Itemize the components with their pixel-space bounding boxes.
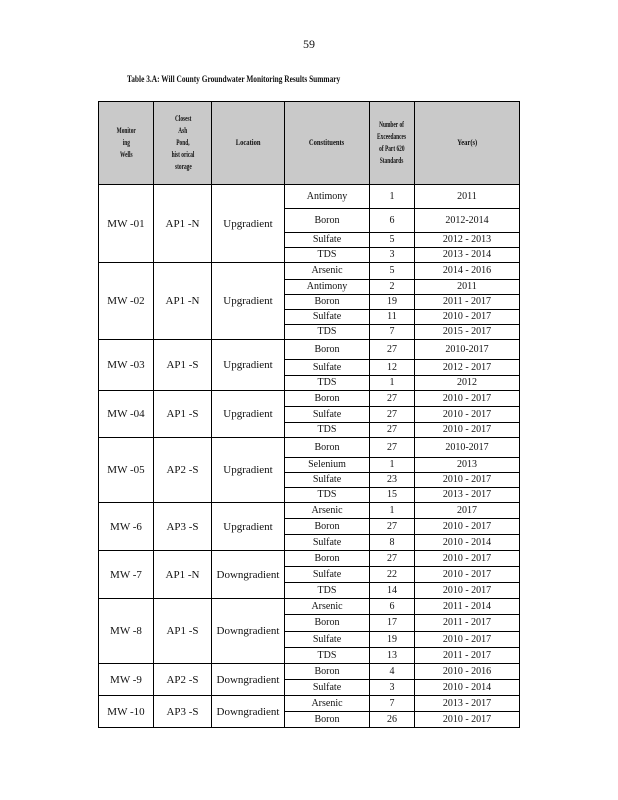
well-id: MW -7 bbox=[99, 551, 154, 599]
exceedance-count: 26 bbox=[370, 712, 415, 728]
exceedance-count: 7 bbox=[370, 696, 415, 712]
well-id: MW -8 bbox=[99, 599, 154, 664]
table-row bbox=[99, 551, 520, 567]
header-line: storage bbox=[174, 162, 191, 171]
years: 2011 - 2017 bbox=[415, 295, 520, 310]
location: Downgradient bbox=[212, 551, 285, 599]
exceedance-count: 27 bbox=[370, 407, 415, 423]
exceedance-count: 1 bbox=[370, 503, 415, 519]
exceedance-count: 3 bbox=[370, 248, 415, 263]
table-row bbox=[99, 664, 520, 680]
years: 2010-2017 bbox=[415, 340, 520, 360]
years: 2011 bbox=[415, 280, 520, 295]
years: 2011 - 2017 bbox=[415, 648, 520, 664]
location: Upgradient bbox=[212, 391, 285, 438]
exceedance-count: 19 bbox=[370, 295, 415, 310]
years: 2010 - 2017 bbox=[415, 567, 520, 583]
exceedance-count: 11 bbox=[370, 310, 415, 325]
exceedance-count: 27 bbox=[370, 438, 415, 458]
header-line: Wells bbox=[119, 150, 133, 159]
years: 2013 - 2017 bbox=[415, 488, 520, 503]
exceedance-count: 6 bbox=[370, 599, 415, 615]
exceedance-count: 17 bbox=[370, 615, 415, 632]
years: 2010 - 2017 bbox=[415, 632, 520, 648]
constituent: Boron bbox=[285, 340, 370, 360]
years: 2011 - 2017 bbox=[415, 615, 520, 632]
constituent: Arsenic bbox=[285, 696, 370, 712]
constituent: Sulfate bbox=[285, 233, 370, 248]
constituent: Boron bbox=[285, 519, 370, 535]
table-caption: Table 3.A: Will County Groundwater Monitoring Results Summary bbox=[127, 74, 341, 84]
years: 2013 - 2014 bbox=[415, 248, 520, 263]
years: 2010 - 2017 bbox=[415, 551, 520, 567]
header-row bbox=[99, 102, 520, 185]
constituent: TDS bbox=[285, 376, 370, 391]
years: 2014 - 2016 bbox=[415, 263, 520, 280]
years: 2010 - 2014 bbox=[415, 680, 520, 696]
ash-pond: AP1 -S bbox=[154, 599, 212, 664]
exceedance-count: 1 bbox=[370, 376, 415, 391]
exceedance-count: 27 bbox=[370, 340, 415, 360]
header-line: Pond, bbox=[175, 138, 190, 147]
exceedance-count: 3 bbox=[370, 680, 415, 696]
header-wells bbox=[99, 102, 154, 185]
years: 2010 - 2014 bbox=[415, 535, 520, 551]
years: 2017 bbox=[415, 503, 520, 519]
exceedance-count: 6 bbox=[370, 209, 415, 233]
exceedance-count: 7 bbox=[370, 325, 415, 340]
constituent: TDS bbox=[285, 648, 370, 664]
exceedance-count: 27 bbox=[370, 391, 415, 407]
header-line: Number of bbox=[379, 120, 405, 129]
constituent: Sulfate bbox=[285, 632, 370, 648]
exceedance-count: 27 bbox=[370, 551, 415, 567]
table-row bbox=[99, 391, 520, 407]
ash-pond: AP1 -N bbox=[154, 551, 212, 599]
years: 2013 - 2017 bbox=[415, 696, 520, 712]
years: 2011 bbox=[415, 185, 520, 209]
location: Downgradient bbox=[212, 599, 285, 664]
years: 2010 - 2017 bbox=[415, 473, 520, 488]
constituent: Sulfate bbox=[285, 680, 370, 696]
header-line: of Part 620 bbox=[379, 144, 405, 153]
constituent: TDS bbox=[285, 325, 370, 340]
constituent: Boron bbox=[285, 664, 370, 680]
years: 2010 - 2016 bbox=[415, 664, 520, 680]
exceedance-count: 23 bbox=[370, 473, 415, 488]
constituent: Sulfate bbox=[285, 473, 370, 488]
years: 2015 - 2017 bbox=[415, 325, 520, 340]
header-line: Exceedances bbox=[377, 132, 407, 141]
constituent: Sulfate bbox=[285, 535, 370, 551]
page-number: 59 bbox=[303, 37, 315, 51]
years: 2012 bbox=[415, 376, 520, 391]
years: 2010 - 2017 bbox=[415, 519, 520, 535]
location: Upgradient bbox=[212, 185, 285, 263]
constituent: Sulfate bbox=[285, 360, 370, 376]
header-exceedances bbox=[370, 102, 415, 185]
years: 2010 - 2017 bbox=[415, 712, 520, 728]
header-location: Location bbox=[212, 102, 285, 185]
exceedance-count: 15 bbox=[370, 488, 415, 503]
years: 2012 - 2013 bbox=[415, 233, 520, 248]
ash-pond: AP3 -S bbox=[154, 696, 212, 728]
constituent: Boron bbox=[285, 712, 370, 728]
table-row bbox=[99, 263, 520, 280]
table-row bbox=[99, 599, 520, 615]
header-constituents: Constituents bbox=[285, 102, 370, 185]
constituent: Arsenic bbox=[285, 263, 370, 280]
header-pond bbox=[154, 102, 212, 185]
constituent: TDS bbox=[285, 488, 370, 503]
ash-pond: AP1 -N bbox=[154, 263, 212, 340]
constituent: Arsenic bbox=[285, 599, 370, 615]
exceedance-count: 22 bbox=[370, 567, 415, 583]
constituent: Boron bbox=[285, 391, 370, 407]
location: Downgradient bbox=[212, 696, 285, 728]
location: Upgradient bbox=[212, 340, 285, 391]
ash-pond: AP1 -N bbox=[154, 185, 212, 263]
exceedance-count: 1 bbox=[370, 458, 415, 473]
ash-pond: AP2 -S bbox=[154, 664, 212, 696]
exceedance-count: 13 bbox=[370, 648, 415, 664]
constituent: Antimony bbox=[285, 185, 370, 209]
exceedance-count: 5 bbox=[370, 263, 415, 280]
well-id: MW -05 bbox=[99, 438, 154, 503]
exceedance-count: 12 bbox=[370, 360, 415, 376]
years: 2012 - 2017 bbox=[415, 360, 520, 376]
years: 2010 - 2017 bbox=[415, 423, 520, 438]
location: Downgradient bbox=[212, 664, 285, 696]
table-row bbox=[99, 340, 520, 360]
well-id: MW -04 bbox=[99, 391, 154, 438]
constituent: TDS bbox=[285, 248, 370, 263]
exceedance-count: 2 bbox=[370, 280, 415, 295]
constituent: TDS bbox=[285, 423, 370, 438]
header-line: Closest bbox=[174, 114, 191, 123]
constituent: Sulfate bbox=[285, 310, 370, 325]
constituent: Sulfate bbox=[285, 567, 370, 583]
results-table bbox=[98, 101, 520, 728]
well-id: MW -03 bbox=[99, 340, 154, 391]
exceedance-count: 4 bbox=[370, 664, 415, 680]
table-row bbox=[99, 696, 520, 712]
exceedance-count: 14 bbox=[370, 583, 415, 599]
ash-pond: AP1 -S bbox=[154, 340, 212, 391]
constituent: Boron bbox=[285, 209, 370, 233]
years: 2010-2017 bbox=[415, 438, 520, 458]
exceedance-count: 1 bbox=[370, 185, 415, 209]
header-years: Year(s) bbox=[415, 102, 520, 185]
header-line: Monitor bbox=[116, 126, 136, 135]
years: 2010 - 2017 bbox=[415, 310, 520, 325]
exceedance-count: 5 bbox=[370, 233, 415, 248]
header-line: Standards bbox=[380, 156, 404, 165]
years: 2011 - 2014 bbox=[415, 599, 520, 615]
years: 2013 bbox=[415, 458, 520, 473]
header-line: hist orical bbox=[171, 150, 194, 159]
ash-pond: AP1 -S bbox=[154, 391, 212, 438]
constituent: Boron bbox=[285, 295, 370, 310]
well-id: MW -6 bbox=[99, 503, 154, 551]
constituent: TDS bbox=[285, 583, 370, 599]
location: Upgradient bbox=[212, 263, 285, 340]
exceedance-count: 8 bbox=[370, 535, 415, 551]
constituent: Boron bbox=[285, 551, 370, 567]
well-id: MW -01 bbox=[99, 185, 154, 263]
table-row bbox=[99, 503, 520, 519]
table-row bbox=[99, 185, 520, 209]
header-line: Ash bbox=[178, 126, 187, 135]
constituent: Boron bbox=[285, 438, 370, 458]
constituent: Boron bbox=[285, 615, 370, 632]
exceedance-count: 27 bbox=[370, 423, 415, 438]
header-line: ing bbox=[122, 138, 130, 147]
constituent: Selenium bbox=[285, 458, 370, 473]
ash-pond: AP3 -S bbox=[154, 503, 212, 551]
well-id: MW -10 bbox=[99, 696, 154, 728]
location: Upgradient bbox=[212, 503, 285, 551]
years: 2010 - 2017 bbox=[415, 391, 520, 407]
constituent: Sulfate bbox=[285, 407, 370, 423]
location: Upgradient bbox=[212, 438, 285, 503]
constituent: Antimony bbox=[285, 280, 370, 295]
years: 2010 - 2017 bbox=[415, 407, 520, 423]
ash-pond: AP2 -S bbox=[154, 438, 212, 503]
table-row bbox=[99, 438, 520, 458]
years: 2012-2014 bbox=[415, 209, 520, 233]
exceedance-count: 19 bbox=[370, 632, 415, 648]
constituent: Arsenic bbox=[285, 503, 370, 519]
exceedance-count: 27 bbox=[370, 519, 415, 535]
years: 2010 - 2017 bbox=[415, 583, 520, 599]
well-id: MW -9 bbox=[99, 664, 154, 696]
well-id: MW -02 bbox=[99, 263, 154, 340]
